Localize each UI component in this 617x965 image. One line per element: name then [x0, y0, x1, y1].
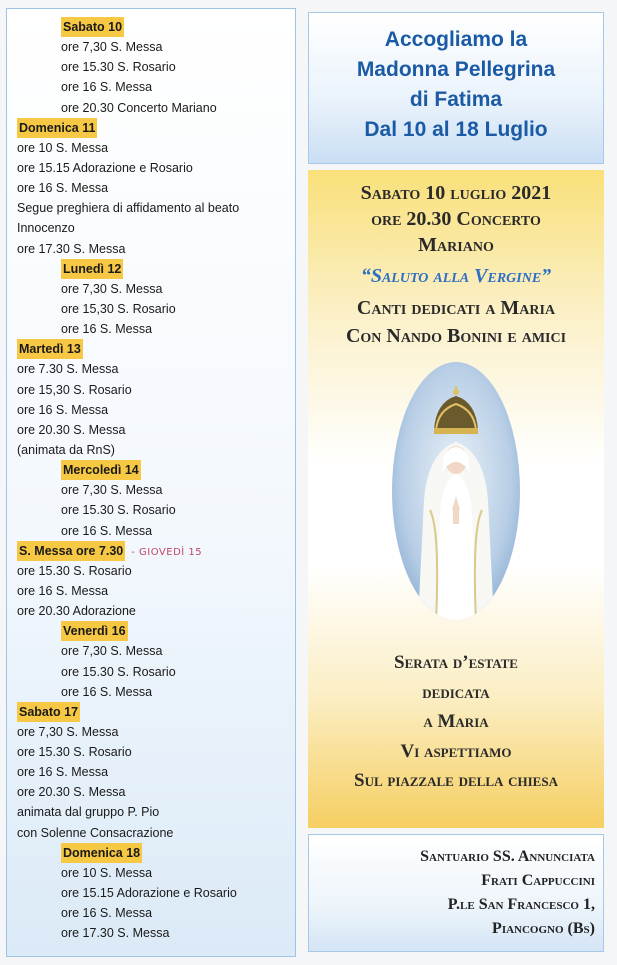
- schedule-day-heading: [17, 541, 292, 561]
- schedule-line-text: Venerdì 16: [61, 621, 128, 641]
- schedule-line: [17, 641, 292, 661]
- schedule-line-text: ore 16 S. Messa: [17, 765, 109, 780]
- schedule-line: [17, 521, 292, 541]
- schedule-line: [17, 802, 292, 822]
- schedule-day-heading: [17, 17, 292, 37]
- schedule-line-text: Lunedì 12: [61, 259, 123, 279]
- schedule-line: [17, 380, 292, 400]
- schedule-line-text: ore 20.30 S. Messa: [17, 422, 126, 437]
- schedule-line: [17, 198, 292, 218]
- schedule-line: [17, 57, 292, 77]
- title-box: [308, 12, 604, 164]
- schedule-line: [17, 782, 292, 802]
- schedule-line-text: ore 15,30 S. Rosario: [61, 301, 176, 316]
- schedule-line-text: ore 15.30 S. Rosario: [61, 664, 176, 679]
- schedule-line-text: Sabato 17: [17, 702, 80, 722]
- schedule-line-text: ore 15.30 S. Rosario: [61, 60, 176, 75]
- schedule-line: [17, 742, 292, 762]
- schedule-line: [17, 662, 292, 682]
- schedule-day-heading: [17, 621, 292, 641]
- schedule-line: [17, 299, 292, 319]
- schedule-line-text: ore 16 S. Messa: [61, 684, 153, 699]
- schedule-line-text: ore 10 S. Messa: [61, 865, 153, 880]
- address-line-1: Santuario SS. Annunciata: [420, 848, 595, 865]
- schedule-day-heading: [17, 118, 292, 138]
- schedule-line-text: ore 17.30 S. Messa: [17, 241, 126, 256]
- schedule-line: [17, 400, 292, 420]
- schedule-line-text: ore 7,30 S. Messa: [61, 644, 163, 659]
- schedule-line-text: con Solenne Consacrazione: [17, 825, 174, 840]
- schedule-line-text: Martedì 13: [17, 339, 83, 359]
- schedule-line-text: ore 16 S. Messa: [17, 583, 109, 598]
- schedule-line: [17, 359, 292, 379]
- schedule-line-text: ore 15.30 S. Rosario: [61, 503, 176, 518]
- schedule-line-text: S. Messa ore 7.30: [17, 541, 125, 561]
- schedule-line-text: Sabato 10: [61, 17, 124, 37]
- address-line-2: Frati Cappuccini: [481, 872, 595, 889]
- schedule-line: [17, 319, 292, 339]
- schedule-line-text: ore 16 S. Messa: [61, 523, 153, 538]
- schedule-line: [17, 420, 292, 440]
- event-type: Mariano: [418, 234, 494, 256]
- title-line-3: di Fatima: [409, 88, 503, 111]
- schedule-line: [17, 561, 292, 581]
- event-songs-2: Con Nando Bonini e amici: [345, 325, 567, 347]
- schedule-line-text: ore 7,30 S. Messa: [61, 483, 163, 498]
- schedule-line-text: Domenica 11: [17, 118, 97, 138]
- address-line-4: Piancogno (Bs): [492, 920, 595, 937]
- schedule-line: [17, 480, 292, 500]
- schedule-line-text: (animata da RnS): [17, 442, 115, 457]
- schedule-line-text: ore 16 S. Messa: [61, 80, 153, 95]
- address-line-3: P.le San Francesco 1,: [447, 896, 595, 913]
- schedule-line-text: ore 10 S. Messa: [17, 140, 109, 155]
- schedule-line: [17, 279, 292, 299]
- schedule-line: [17, 37, 292, 57]
- schedule-line-text: ore 15.30 S. Rosario: [17, 745, 132, 760]
- schedule-line-text: ore 20.30 S. Messa: [17, 785, 126, 800]
- schedule-line: [17, 903, 292, 923]
- handwritten-note: - GIOVEDÌ 15: [131, 546, 203, 558]
- schedule-line-text: Domenica 18: [61, 843, 142, 863]
- title-line-4: Dal 10 al 18 Luglio: [364, 118, 548, 141]
- schedule-line-text: ore 16 S. Messa: [61, 322, 153, 337]
- schedule-line-text: Segue preghiera di affidamento al beato: [17, 201, 240, 216]
- schedule-day-heading: [17, 702, 292, 722]
- schedule-line-text: ore 17.30 S. Messa: [61, 926, 170, 941]
- schedule-line: [17, 601, 292, 621]
- schedule-line: [17, 863, 292, 883]
- event-songs-1: Canti dedicati a Maria: [356, 297, 556, 319]
- schedule-line: [17, 239, 292, 259]
- address-box: [308, 834, 604, 952]
- event-bottom-4: Vi aspettiamo: [400, 740, 512, 762]
- schedule-line: [17, 682, 292, 702]
- event-date: Sabato 10 luglio 2021: [360, 182, 552, 204]
- schedule-line: [17, 923, 292, 943]
- title-line-2: Madonna Pellegrina: [356, 58, 556, 81]
- schedule-line-text: ore 15.15 Adorazione e Rosario: [61, 886, 237, 901]
- schedule-list: [17, 17, 292, 943]
- schedule-line-text: Innocenzo: [17, 221, 75, 236]
- schedule-day-heading: [17, 460, 292, 480]
- schedule-line: [17, 178, 292, 198]
- schedule-line-text: ore 15,30 S. Rosario: [17, 382, 132, 397]
- schedule-line-text: ore 20.30 Adorazione: [17, 604, 136, 619]
- schedule-line-text: animata dal gruppo P. Pio: [17, 805, 160, 820]
- schedule-line-text: ore 16 S. Messa: [17, 181, 109, 196]
- schedule-line: [17, 500, 292, 520]
- schedule-line-text: Mercoledì 14: [61, 460, 141, 480]
- schedule-line: [17, 98, 292, 118]
- schedule-day-heading: [17, 339, 292, 359]
- schedule-day-heading: [17, 843, 292, 863]
- schedule-line-text: ore 20.30 Concerto Mariano: [61, 100, 217, 115]
- schedule-line: [17, 138, 292, 158]
- schedule-line-text: ore 15.30 S. Rosario: [17, 563, 132, 578]
- schedule-line: [17, 581, 292, 601]
- event-bottom-1: Serata d’estate: [394, 652, 518, 673]
- schedule-day-heading: [17, 259, 292, 279]
- schedule-line: [17, 440, 292, 460]
- schedule-line: [17, 883, 292, 903]
- schedule-panel: [6, 8, 296, 957]
- schedule-line: [17, 77, 292, 97]
- schedule-line-text: ore 7,30 S. Messa: [17, 724, 119, 739]
- schedule-line: [17, 722, 292, 742]
- schedule-line: [17, 158, 292, 178]
- schedule-line-text: ore 7,30 S. Messa: [61, 40, 163, 55]
- schedule-line-text: ore 7,30 S. Messa: [61, 281, 163, 296]
- schedule-line-text: ore 7.30 S. Messa: [17, 362, 119, 377]
- event-bottom-2: dedicata: [422, 681, 490, 703]
- madonna-statue-image: [390, 360, 522, 622]
- schedule-line-text: ore 16 S. Messa: [61, 906, 153, 921]
- schedule-line: [17, 823, 292, 843]
- schedule-line: [17, 218, 292, 238]
- event-bottom-3: a Maria: [423, 711, 489, 732]
- title-line-1: Accogliamo la: [384, 28, 528, 51]
- schedule-line-text: ore 16 S. Messa: [17, 402, 109, 417]
- schedule-line: [17, 762, 292, 782]
- schedule-line-text: ore 15.15 Adorazione e Rosario: [17, 160, 193, 175]
- event-time: ore 20.30 Concerto: [371, 208, 541, 230]
- event-subtitle: “Saluto alla Vergine”: [360, 265, 552, 287]
- event-box: [308, 170, 604, 828]
- event-bottom-5: Sul piazzale della chiesa: [354, 770, 558, 791]
